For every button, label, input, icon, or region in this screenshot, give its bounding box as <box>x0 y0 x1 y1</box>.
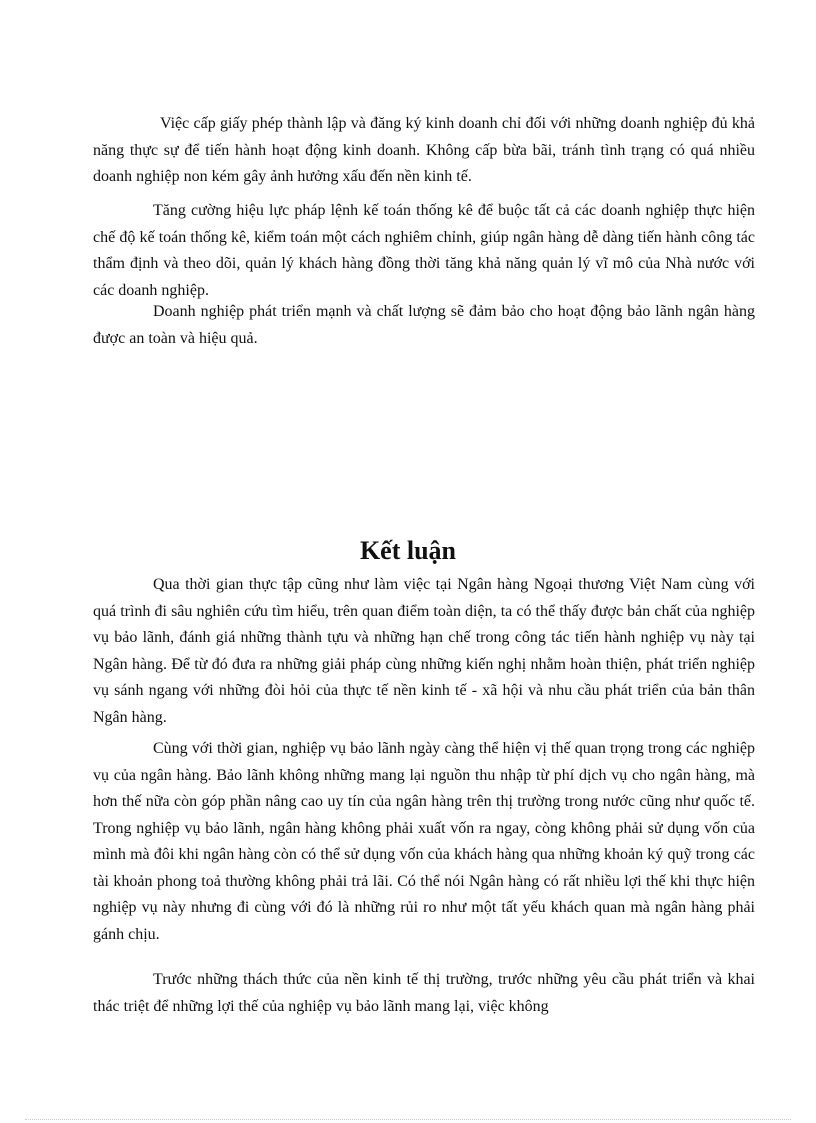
paragraph-business-licensing: Việc cấp giấy phép thành lập và đăng ký kinh doanh chỉ đối với những doanh nghiệp đủ khả năng thực sự để tiến hành hoạt động kinh doanh. Không cấp bừa bãi, tránh tình trạng có quá nhiều doanh nghiệp non kém gây ảnh hưởng xấu đến nền kinh tế. <box>93 115 755 185</box>
conclusion-paragraph-1: Qua thời gian thực tập cũng như làm việc tại Ngân hàng Ngoại thương Việt Nam cùng với quá trình đi sâu nghiên cứu tìm hiểu, trên quan điểm toàn diện, ta có thể thấy được bản chất của nghiệp vụ bảo lãnh, đánh giá những thành tựu và những hạn chế trong công tác tiến hành nghiệp vụ này tại Ngân hàng. Để từ đó đưa ra những giải pháp cùng những kiến nghị nhằm hoàn thiện, phát triển nghiệp vụ sánh ngang với những đòi hỏi của thực tế nền kinh tế - xã hội và nhu cầu phát triển của bản thân Ngân hàng. <box>93 576 755 726</box>
paragraph-accounting-regulation: Tăng cường hiệu lực pháp lệnh kế toán thống kê để buộc tất cả các doanh nghiệp thực hiện chế độ kế toán thống kê, kiểm toán một cách nghiêm chỉnh, giúp ngân hàng dễ dàng tiến hành công tác thẩm định và theo dõi, quản lý khách hàng đồng thời tăng khả năng quản lý vĩ mô của Nhà nước với các doanh nghiệp. <box>93 202 755 299</box>
conclusion-paragraph-2: Cùng với thời gian, nghiệp vụ bảo lãnh ngày càng thể hiện vị thế quan trọng trong các nghiệp vụ của ngân hàng. Bảo lãnh không những mang lại nguồn thu nhập từ phí dịch vụ cho ngân hàng, mà hơn thế nữa còn góp phần nâng cao uy tín của ngân hàng trên thị trường trong nước cũng như quốc tế. Trong nghiệp vụ bảo lãnh, ngân hàng không phải xuất vốn ra ngay, còng không phải sử dụng vốn của mình mà đôi khi ngân hàng còn có thể sử dụng vốn của khách hàng qua những khoản ký quỹ trong các tài khoản phong toả thường không phải trả lãi. Có thể nói Ngân hàng có rất nhiều lợi thế khi thực hiện nghiệp vụ này nhưng đi cùng với đó là những rủi ro như một tất yếu khách quan mà ngân hàng phải gánh chịu. <box>93 740 755 943</box>
page-bottom-divider <box>25 1119 791 1120</box>
conclusion-heading: Kết luận <box>359 536 457 565</box>
paragraph-business-development: Doanh nghiệp phát triển mạnh và chất lượng sẽ đảm bảo cho hoạt động bảo lãnh ngân hàng được an toàn và hiệu quả. <box>93 303 755 347</box>
conclusion-paragraph-3: Trước những thách thức của nền kinh tế thị trường, trước những yêu cầu phát triển và khai thác triệt để những lợi thế của nghiệp vụ bảo lãnh mang lại, việc không <box>93 971 755 1015</box>
